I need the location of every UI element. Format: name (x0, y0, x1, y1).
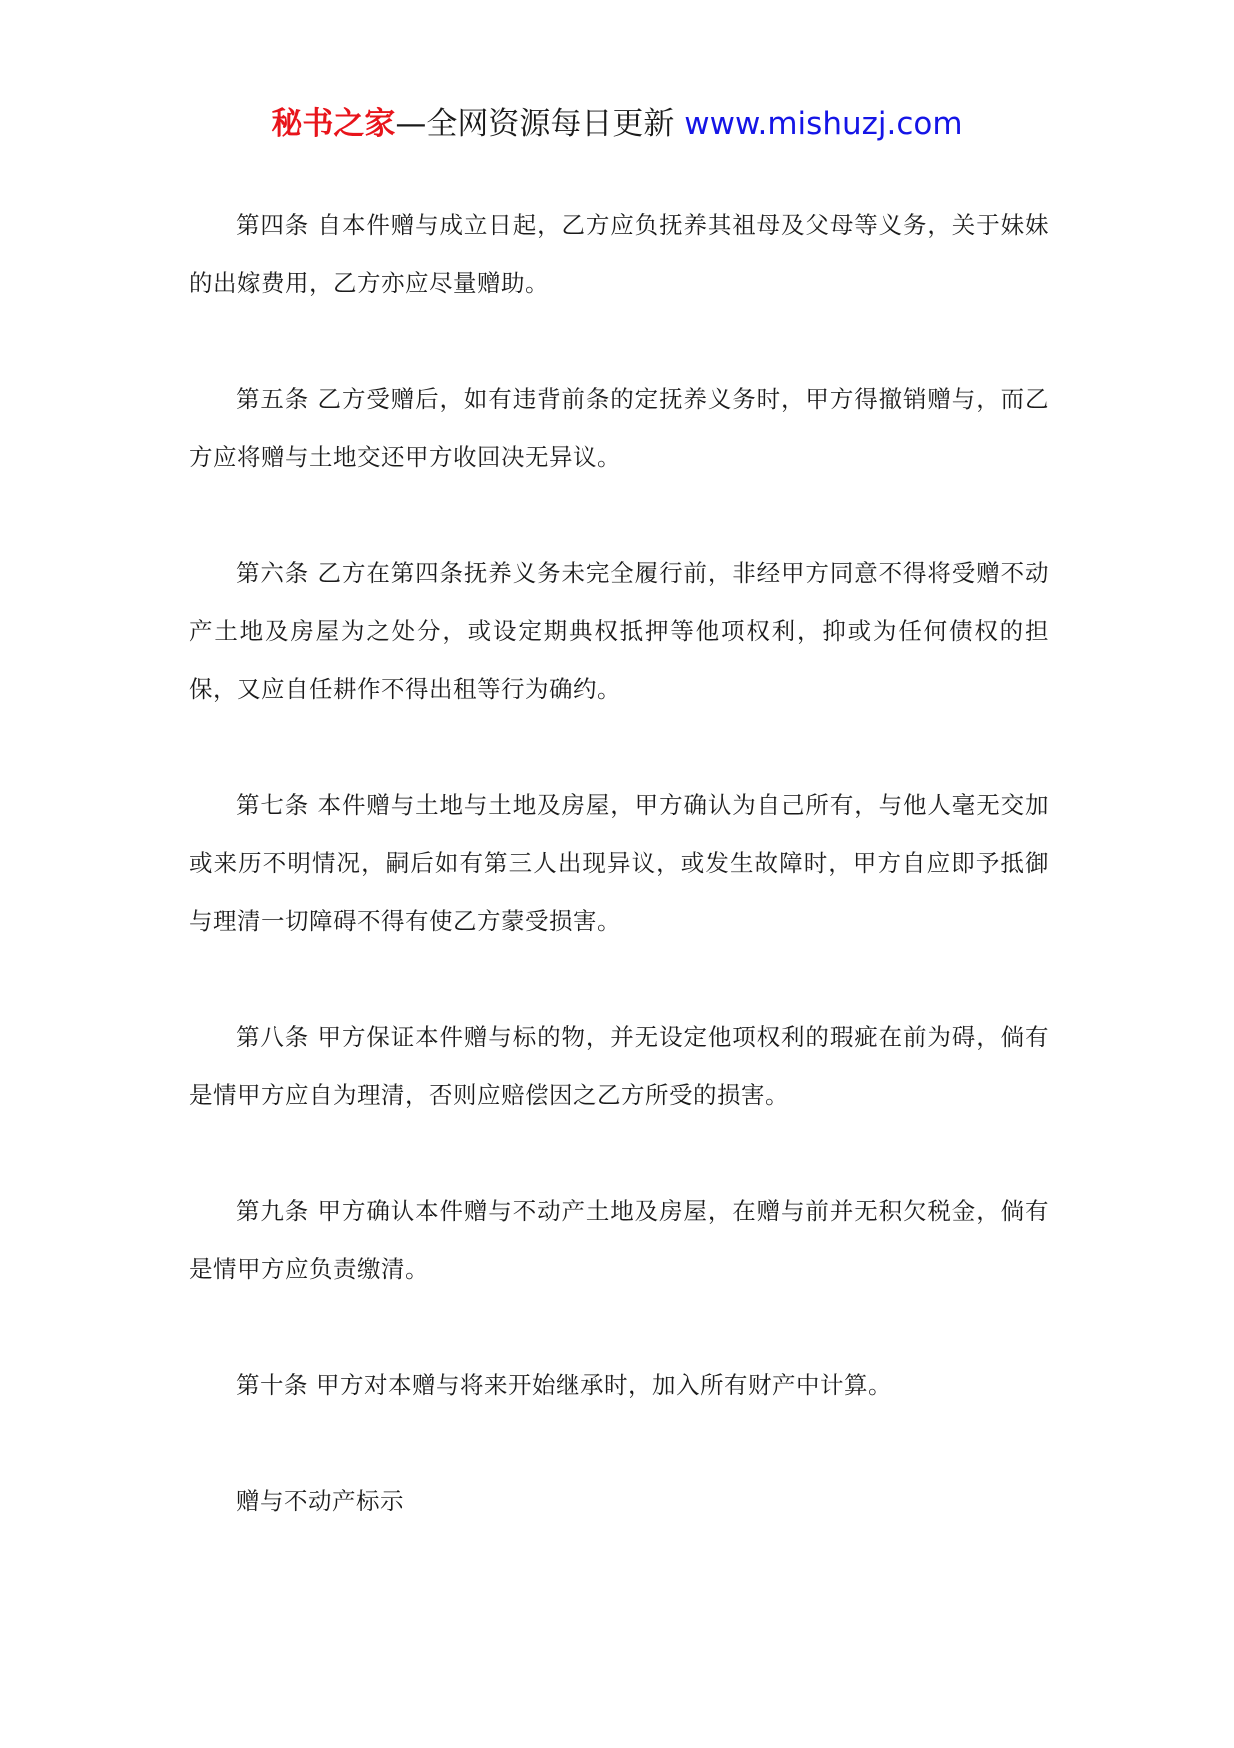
article-8: 第八条 甲方保证本件赠与标的物，并无设定他项权利的瑕疵在前为碍，倘有是情甲方应自为理清，否则应赔偿因之乙方所受的损害。 (189, 1023, 1049, 1109)
article-9: 第九条 甲方确认本件赠与不动产土地及房屋，在赠与前并无积欠税金，倘有是情甲方应负责缴清。 (189, 1197, 1049, 1283)
brand-name: 秘书之家 (271, 106, 396, 142)
site-url-link[interactable]: www.mishuzj.com (684, 106, 963, 142)
article-4: 第四条 自本件赠与成立日起，乙方应负抚养其祖母及父母等义务，关于妹妹的出嫁费用，乙方亦应尽量赠助。 (189, 211, 1049, 297)
article-5: 第五条 乙方受赠后，如有违背前条的定抚养义务时，甲方得撤销赠与，而乙方应将赠与土地交还甲方收回决无异议。 (189, 385, 1049, 471)
article-6: 第六条 乙方在第四条抚养义务未完全履行前，非经甲方同意不得将受赠不动产土地及房屋为之处分，或设定期典权抵押等他项权利，抑或为任何债权的担保，又应自任耕作不得出租等行为确约。 (189, 559, 1049, 703)
property-designation-heading: 赠与不动产标示 (236, 1487, 404, 1515)
article-10: 第十条 甲方对本赠与将来开始继承时，加入所有财产中计算。 (236, 1371, 892, 1399)
header-slogan: —全网资源每日更新 (395, 106, 685, 142)
document-body (189, 196, 1049, 1588)
article-7: 第七条 本件赠与土地与土地及房屋，甲方确认为自己所有，与他人毫无交加或来历不明情况，嗣后如有第三人出现异议，或发生故障时，甲方自应即予抵御与理清一切障碍不得有使乙方蒙受损害。 (189, 791, 1049, 935)
page-header (0, 100, 1234, 148)
